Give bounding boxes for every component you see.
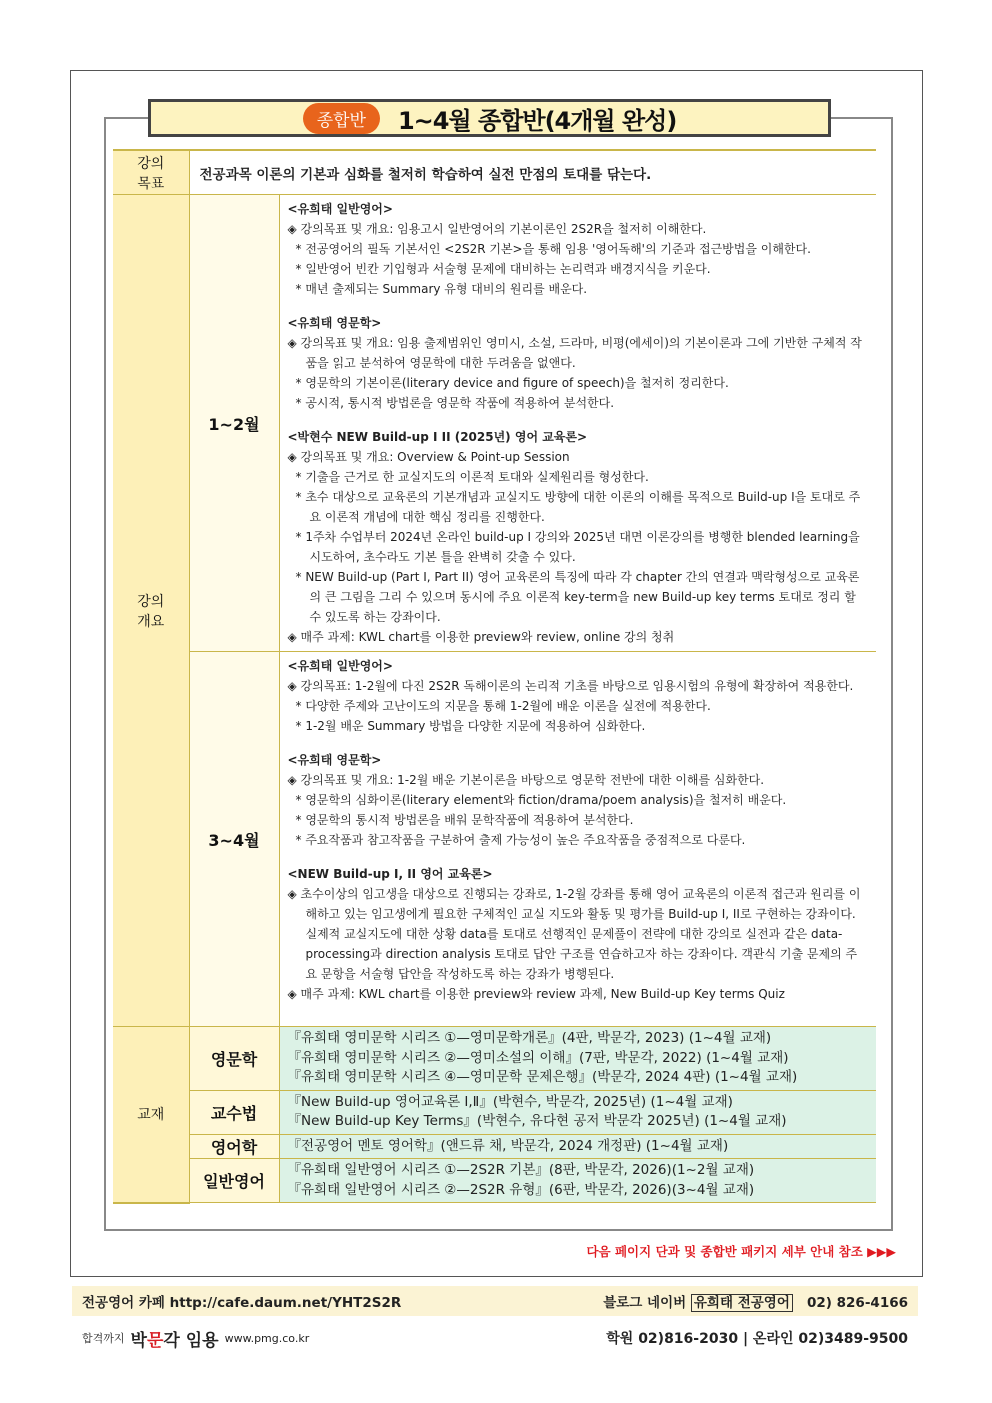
textbook-group-0-label: 영문학: [189, 1027, 279, 1091]
p2-block-0-line-2: * 1-2월 배운 Summary 방법을 다양한 지문에 적용하여 심화한다.: [295, 719, 646, 733]
textbook-group-2-label: 영어학: [189, 1134, 279, 1159]
p1-block-0-line-3: * 매년 출제되는 Summary 유형 대비의 원리를 배운다.: [295, 282, 588, 296]
p2-block-1-heading: <유희태 영문학>: [287, 753, 382, 767]
p1-block-2-line-0: ◈ 강의목표 및 개요: Overview & Point-up Session: [287, 450, 570, 464]
period-2-content: [279, 652, 876, 1027]
period-1-content: [279, 195, 876, 652]
p2-block-0-line-0: ◈ 강의목표: 1-2월에 다진 2S2R 독해이론의 논리적 기초를 바탕으로 임용시험의 유형에 확장하여 적용한다.: [287, 679, 854, 693]
p2-block-1-line-2: * 영문학의 통시적 방법론을 배워 문학작품에 적용하여 분석한다.: [295, 813, 634, 827]
period-2-label: 3~4월: [189, 652, 279, 1027]
blog-info: [603, 1291, 908, 1311]
p1-block-2-line-5: ◈ 매주 과제: KWL chart를 이용한 preview와 review, online 강의 청취: [287, 630, 675, 644]
textbook-item: 『유희태 영미문학 시리즈 ②—영미소설의 이해』(7판, 박문각, 2022) (1~4월 교재): [287, 1049, 789, 1066]
textbook-item: 『유희태 일반영어 시리즈 ②—2S2R 유형』(6판, 박문각, 2026)(3~4월 교재): [287, 1181, 755, 1198]
title-banner: [148, 99, 831, 137]
goal-text: 전공과목 이론의 기본과 심화를 철저히 학습하여 실전 만점의 토대를 닦는다.: [189, 150, 876, 195]
p2-block-2-line-0: ◈ 초수이상의 임고생을 대상으로 진행되는 강좌로, 1-2월 강좌를 통해 영어 교육론의 이론적 접근과 원리를 이해하고 있는 임고생에게 필요한 구체적인 교실 지도와 활동 및 평가를 Build-up I, II로 구현하는 강좌이다. 실제적 교실지도에 대한 상황 data를 토대로 선행적인 문제풀이 전략에 대한 강의로 실전과 같은 data-processing과 direction analysis 토대로 답안 구조를 연습하고자 하는 강좌이다. 객관식 기출 문제의 주요 문항을 서술형 답안을 작성하도록 하는 강좌가 병행된다.: [287, 887, 861, 981]
p2-block-0-line-1: * 다양한 주제와 고난이도의 지문을 통해 1-2월에 배운 이론을 실전에 적용한다.: [295, 699, 711, 713]
textbook-item: 『New Build-up 영어교육론 Ⅰ,Ⅱ』(박현수, 박문각, 2025년) (1~4월 교재): [287, 1093, 733, 1110]
phone: 02) 826-4166: [806, 1295, 908, 1311]
next-page-note: 다음 페이지 단과 및 종합반 패키지 세부 안내 참조 ▶▶▶: [586, 1244, 896, 1259]
overview-label-1: 강의: [137, 593, 165, 610]
p1-block-0-line-2: * 일반영어 빈칸 기입형과 서술형 문제에 대비하는 논리력과 배경지식을 키운다.: [295, 262, 711, 276]
textbook-group-1-label: 교수법: [189, 1090, 279, 1134]
blog-name[interactable]: 유희태 전공영어: [691, 1294, 793, 1312]
logo: [82, 1326, 309, 1351]
p1-block-2-heading: <박현수 NEW Build-up I II (2025년) 영어 교육론>: [287, 430, 588, 444]
blog-prefix: 블로그 네이버: [603, 1295, 687, 1311]
page-title: 1~4월 종합반(4개월 완성): [397, 106, 677, 135]
textbook-group-3-label: 일반영어: [189, 1159, 279, 1203]
textbook-item: 『전공영어 멘토 영어학』(앤드류 채, 박문각, 2024 개정판) (1~4월 교재): [287, 1137, 729, 1154]
p1-block-0-heading: <유희태 일반영어>: [287, 202, 393, 216]
textbook-item: 『유희태 영미문학 시리즈 ④—영미문학 문제은행』(박문각, 2024 4판) (1~4월 교재): [287, 1069, 798, 1085]
overview-label-2: 개요: [137, 613, 165, 630]
goal-label-1: 강의: [137, 155, 165, 172]
p1-block-2-line-3: * 1주차 수업부터 2024년 온라인 build-up I 강의와 2025년 대면 이론강의를 병행한 blended learning을 시도하여, 초수라도 기본 틀을 완벽히 갖출 수 있다.: [295, 530, 860, 564]
textbook-item: 『New Build-up Key Terms』(박현수, 유다현 공저 박문각 2025년) (1~4월 교재): [287, 1113, 787, 1129]
textbook-item: 『유희태 영미문학 시리즈 ①—영미문학개론』(4판, 박문각, 2023) (1~4월 교재): [287, 1030, 772, 1046]
textbook-group-0-list: [279, 1027, 876, 1091]
p2-block-2-heading: <NEW Build-up I, II 영어 교육론>: [287, 867, 493, 881]
logo-prefix: 합격까지: [82, 1332, 125, 1345]
p1-block-2-line-1: * 기출을 근거로 한 교실지도의 이론적 토대와 실제원리를 형성한다.: [295, 470, 649, 484]
textbook-group-2-list: [279, 1134, 876, 1159]
goal-label-2: 목표: [137, 175, 165, 192]
title-badge: 종합반: [303, 103, 380, 134]
textbooks-label: 교재: [113, 1027, 189, 1203]
period-1-label: 1~2월: [189, 195, 279, 652]
p2-block-0-heading: <유희태 일반영어>: [287, 659, 393, 673]
logo-url[interactable]: www.pmg.co.kr: [224, 1331, 310, 1345]
textbook-group-3-list: [279, 1159, 876, 1203]
p1-block-1-line-1: * 영문학의 기본이론(literary device and figure of speech)을 철저히 정리한다.: [295, 376, 729, 390]
p2-block-1-line-3: * 주요작품과 참고작품을 구분하여 출제 가능성이 높은 주요작품을 중점적으로 다룬다.: [295, 833, 746, 847]
textbook-item: 『유희태 일반영어 시리즈 ①—2S2R 기본』(8판, 박문각, 2026)(1~2월 교재): [287, 1162, 755, 1178]
p1-block-0-line-0: ◈ 강의목표 및 개요: 임용고시 일반영어의 기본이론인 2S2R을 철저히 이해한다.: [287, 222, 707, 236]
overview-label: [113, 195, 189, 1027]
contact-numbers: 학원 02)816-2030 | 온라인 02)3489-9500: [606, 1331, 908, 1347]
p1-block-1-heading: <유희태 영문학>: [287, 316, 382, 330]
p2-block-1-line-0: ◈ 강의목표 및 개요: 1-2월 배운 기본이론을 바탕으로 영문학 전반에 대한 이해를 심화한다.: [287, 773, 765, 787]
footer-bar: [72, 1286, 918, 1316]
p1-block-2-line-2: * 초수 대상으로 교육론의 기본개념과 교실지도 방향에 대한 이론의 이해를 목적으로 Build-up I을 토대로 주요 이론적 개념에 대한 핵심 정리를 진행한다.: [295, 490, 861, 524]
p1-block-2-line-4: * NEW Build-up (Part I, Part II) 영어 교육론의 특징에 따라 각 chapter 간의 연결과 맥락형성으로 교육론의 큰 그림을 그리 수 있으며 동시에 주요 이론적 key-term을 new Build-up key terms 토대로 정리 할 수 있도록 하는 강좌이다.: [295, 570, 860, 624]
logo-wordmark: 박문각 임용: [130, 1330, 219, 1351]
p2-block-2-line-1: ◈ 매주 과제: KWL chart를 이용한 preview와 review 과제, New Build-up Key terms Quiz: [287, 987, 785, 1001]
p2-block-1-line-1: * 영문학의 심화이론(literary element와 fiction/drama/poem analysis)을 철저히 배운다.: [295, 793, 787, 807]
footer-bottom: [72, 1324, 918, 1352]
p1-block-0-line-1: * 전공영어의 필독 기본서인 <2S2R 기본>을 통해 임용 '영어독해'의 기준과 접근방법을 이해한다.: [295, 242, 811, 256]
goal-label: [113, 150, 189, 195]
textbook-group-1-list: [279, 1090, 876, 1134]
p1-block-1-line-0: ◈ 강의목표 및 개요: 임용 출제범위인 영미시, 소설, 드라마, 비평(에세이)의 기본이론과 그에 기반한 구체적 작품을 읽고 분석하여 영문학에 대한 두려움을 없앤다.: [287, 336, 862, 370]
p1-block-1-line-2: * 공시적, 통시적 방법론을 영문학 작품에 적용하여 분석한다.: [295, 396, 615, 410]
course-table: [113, 149, 876, 1204]
cafe-link[interactable]: 전공영어 카페 http://cafe.daum.net/YHT2S2R: [82, 1295, 402, 1311]
textbooks-section: [113, 1027, 876, 1203]
